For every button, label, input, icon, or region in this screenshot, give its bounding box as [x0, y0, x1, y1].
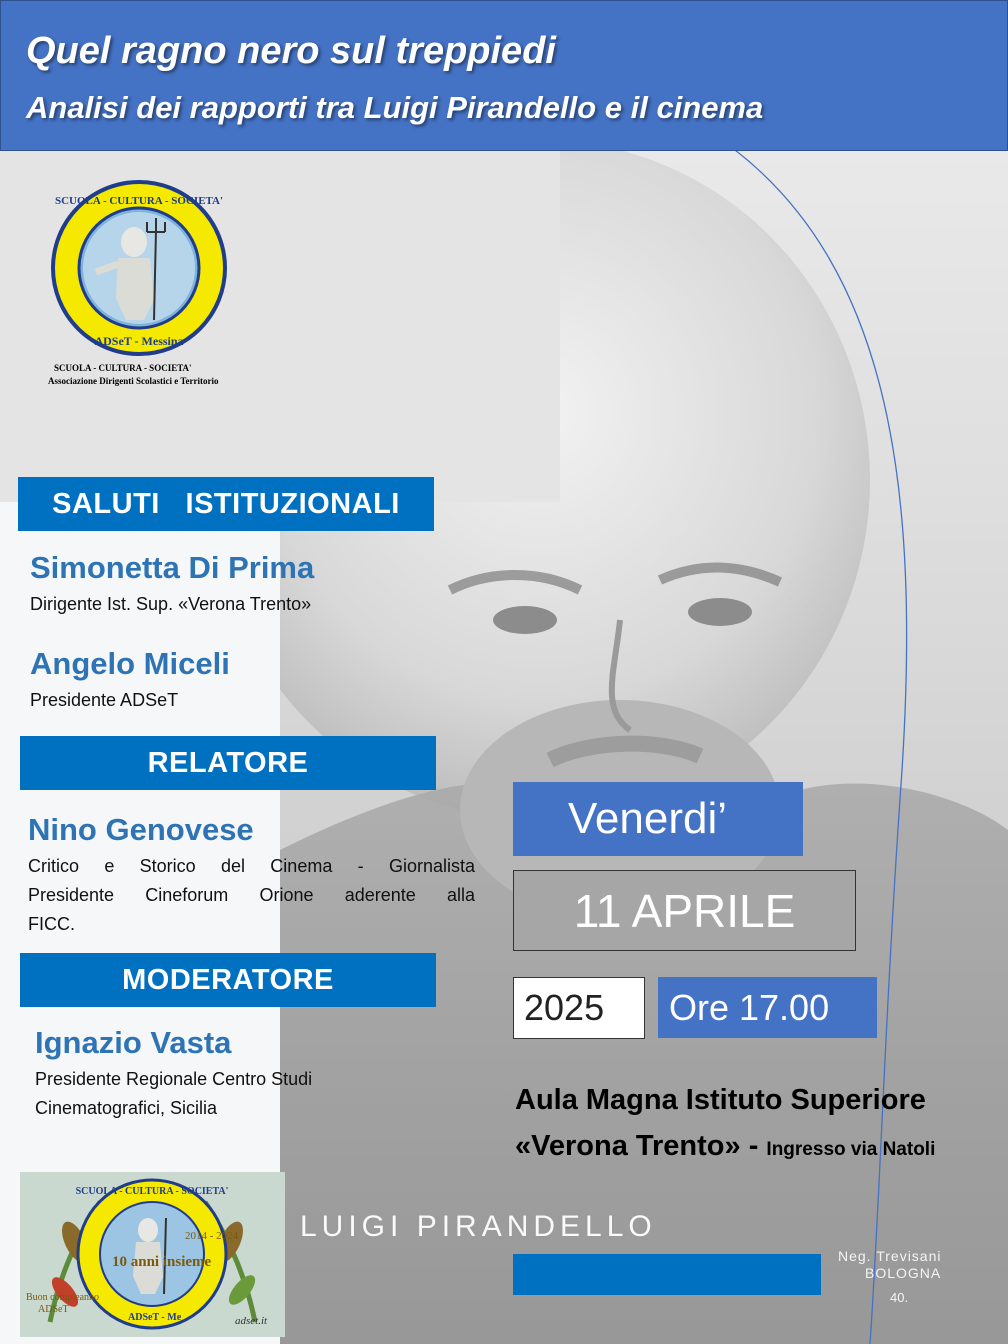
photo-credit-line1: Neg. Trevisani	[838, 1248, 942, 1264]
moderatore-heading: MODERATORE	[20, 953, 436, 1007]
event-year-box: 2025	[513, 977, 645, 1039]
photo-credit-line3: 40.	[890, 1290, 909, 1305]
page-title: Quel ragno nero sul treppiedi	[26, 30, 556, 72]
relatore-name: Nino Genovese	[28, 812, 254, 847]
relatore-role-line3: FICC.	[28, 914, 75, 934]
birthday-line2: ADSeT	[38, 1304, 69, 1315]
event-day-box: Venerdi’	[513, 782, 803, 856]
venue-line2	[515, 1130, 935, 1163]
speaker-role: Presidente ADSeT	[30, 690, 179, 710]
speaker-name: Simonetta Di Prima	[30, 550, 315, 585]
event-date-box: 11 APRILE	[513, 870, 856, 951]
logo-caption-line1: SCUOLA - CULTURA - SOCIETA'	[54, 363, 192, 373]
birthday-line1: Buon compleanno	[26, 1292, 100, 1303]
venue-entrance-note: Ingresso via Natoli	[766, 1139, 936, 1160]
header-banner	[0, 0, 1008, 151]
photo-caption: LUIGI PIRANDELLO	[300, 1210, 657, 1243]
moderatore-name: Ignazio Vasta	[35, 1025, 232, 1060]
relatore-role-line2: Presidente Cineforum Orione aderente alla	[28, 885, 475, 905]
adset-seal-icon	[44, 180, 234, 360]
venue-school: «Verona Trento» -	[515, 1130, 767, 1162]
speaker-role: Dirigente Ist. Sup. «Verona Trento»	[30, 594, 312, 614]
page-subtitle: Analisi dei rapporti tra Luigi Pirandello e il cinema	[26, 90, 764, 125]
moderatore-role-line1: Presidente Regionale Centro Studi	[35, 1069, 313, 1089]
decorative-blue-strip	[513, 1254, 821, 1295]
speaker-name: Angelo Miceli	[30, 646, 230, 681]
relatore-role-line1: Critico e Storico del Cinema - Giornalista	[28, 856, 475, 876]
svg-text:ADSeT - Messina: ADSeT - Messina	[94, 334, 184, 348]
svg-text:SCUOLA - CULTURA - SOCIETA': SCUOLA - CULTURA - SOCIETA'	[75, 1186, 229, 1197]
website-text: adset.it	[235, 1315, 268, 1327]
moderatore-role-line2: Cinematografici, Sicilia	[35, 1098, 218, 1118]
anniversary-years: 2014 - 2024	[185, 1230, 239, 1242]
adset-logo	[44, 180, 234, 390]
anniversary-bottom-text: ADSeT - Me	[128, 1312, 182, 1323]
event-time-box: Ore 17.00	[658, 977, 877, 1038]
venue-line1: Aula Magna Istituto Superiore	[515, 1084, 926, 1116]
photo-credit-line2: BOLOGNA	[865, 1265, 942, 1281]
saluti-heading: SALUTI ISTITUZIONALI	[18, 477, 434, 531]
anniversary-logo	[20, 1172, 285, 1337]
logo-caption-line2: Associazione Dirigenti Scolastici e Territorio	[48, 376, 219, 386]
anniversary-text: 10 anni insieme	[112, 1254, 212, 1270]
relatore-heading: RELATORE	[20, 736, 436, 790]
svg-text:SCUOLA - CULTURA - SOCIETA': SCUOLA - CULTURA - SOCIETA'	[54, 195, 224, 207]
